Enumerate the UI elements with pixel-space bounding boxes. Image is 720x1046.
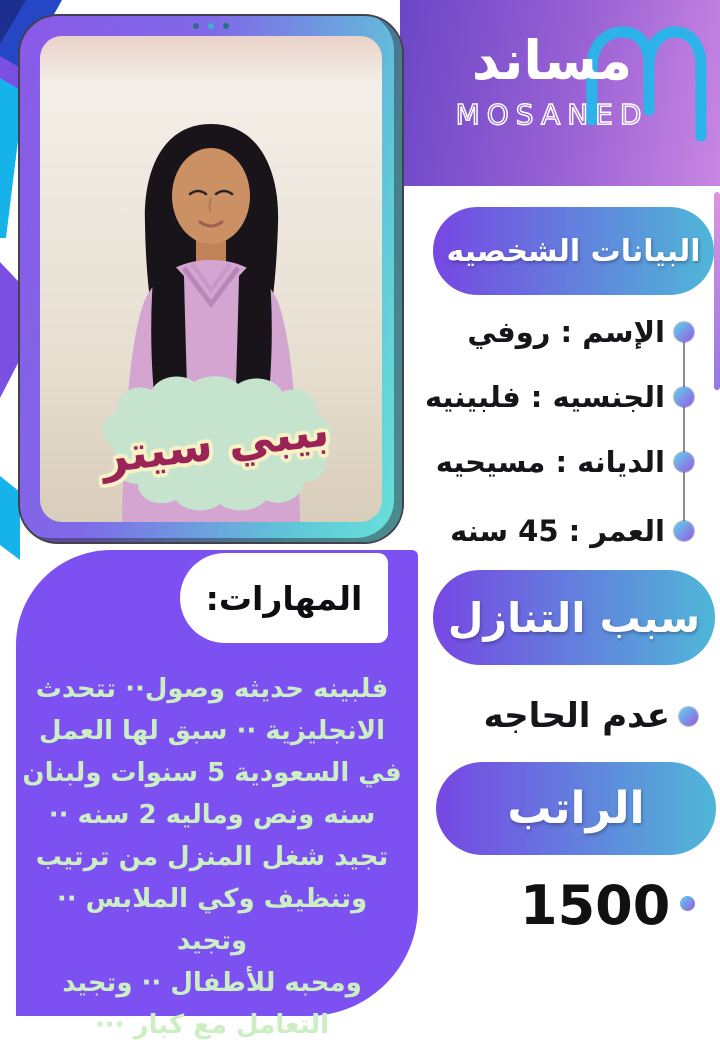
skills-line: في السعودية 5 سنوات ولبنان [22,758,402,788]
salary-amount: 1500 [520,874,671,937]
skills-line: وتنظيف وكي الملابس ·· وتجيد [56,884,368,956]
skills-line: التعامل مع كبار ··· [94,1010,330,1040]
timeline-connector [683,332,685,531]
bullet-dot-icon [679,707,698,726]
skills-title: المهارات: [180,553,388,643]
skills-line: تجيد شغل المنزل من ترتيب [35,842,389,872]
brand-name-arabic: مساند [471,29,633,92]
tablet-camera-dots-icon [20,23,402,29]
field-religion [436,442,694,482]
field-age-text: العمر : 45 سنه [450,514,665,548]
bullet-dot-icon [674,452,694,472]
bullet-dot-icon [674,387,694,407]
field-name-text: الإسم : روفي [467,315,665,349]
photo-frame [18,14,404,544]
field-nationality [425,377,694,417]
role-badge [90,372,340,514]
candidate-photo [40,36,382,522]
brand-name-english: MOSANED [455,98,649,131]
right-edge-strip [714,192,720,390]
skills-line: ومحبه للأطفال ·· وتجيد [62,968,362,998]
section-header-personal-data: البيانات الشخصيه [433,207,714,295]
field-waiver-reason-text: عدم الحاجه [483,696,670,736]
skills-line: سنه ونص وماليه 2 سنه ·· [48,800,376,830]
skills-line: فلبينه حديثه وصول·· تتحدث [35,674,389,704]
bullet-dot-icon [674,521,694,541]
brand-panel [400,0,720,186]
skills-description [20,668,404,1046]
role-badge-label: بيبي سيتر [98,402,332,484]
field-nationality-text: الجنسيه : فلبينيه [424,380,665,414]
field-name [467,312,694,352]
bullet-dot-icon [674,322,694,342]
field-age [450,511,694,551]
field-waiver-reason [484,696,698,736]
field-religion-text: الديانه : مسيحيه [435,445,665,479]
skills-line: الانجليزية ·· سبق لها العمل [39,716,385,746]
bullet-dot-icon [680,896,695,911]
section-header-waiver-reason: سبب التنازل [433,570,715,665]
section-header-salary: الراتب [436,762,716,855]
